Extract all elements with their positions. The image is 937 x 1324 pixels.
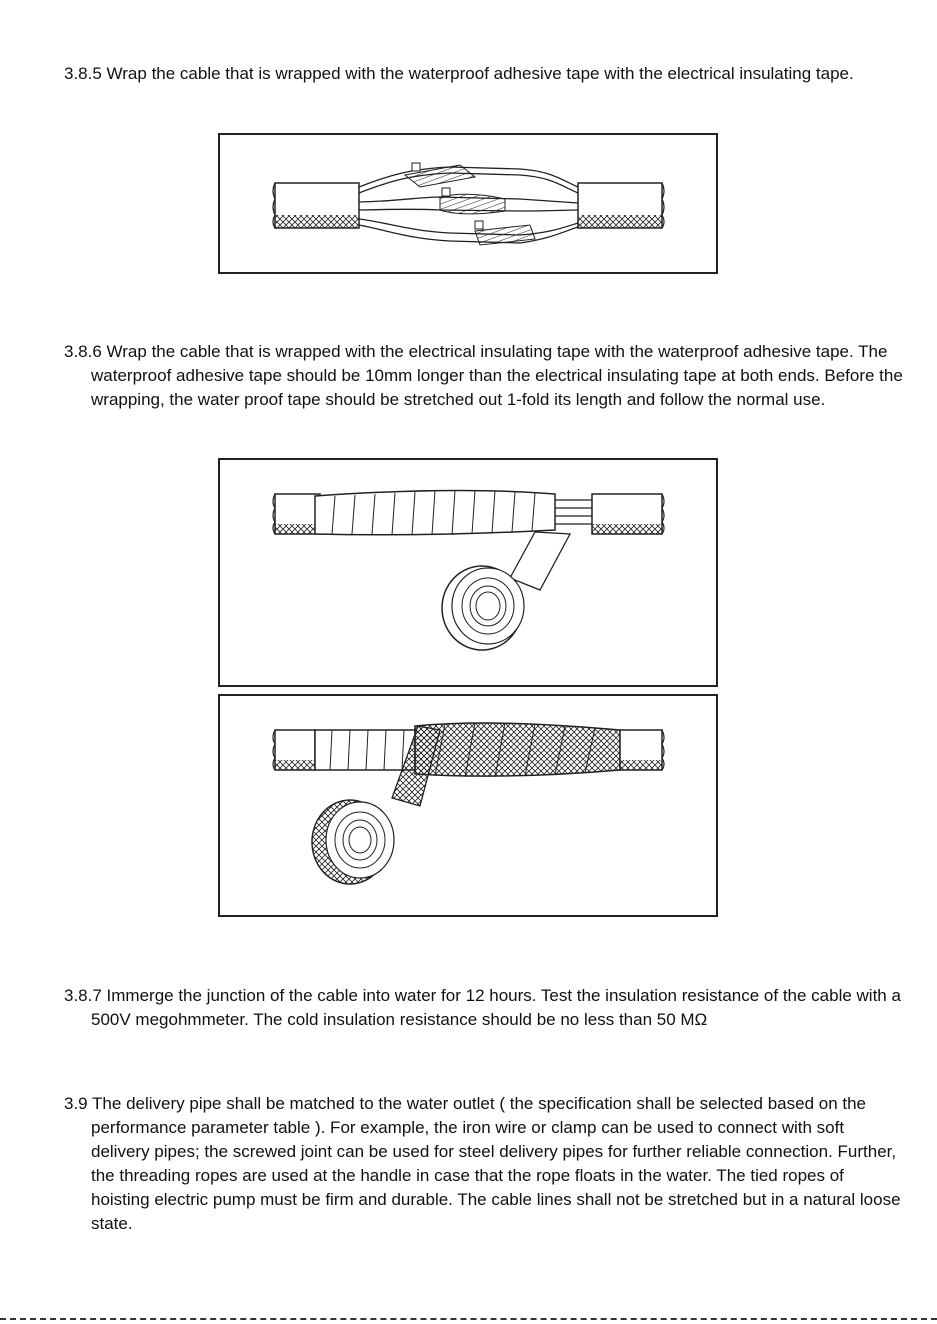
section-3-8-6-text: 3.8.6 Wrap the cable that is wrapped with the electrical insulating tape with the waterproof adhesive tape. The waterproof adhesive tape should be 10mm longer than the electrical insulating tape at both ends. Before the wrapping, the water proof tape should be stretched out 1-fold its length and follow the normal use.	[64, 342, 903, 409]
section-3-8-5-text: 3.8.5 Wrap the cable that is wrapped with the waterproof adhesive tape with the electrical insulating tape.	[64, 64, 854, 83]
page-bottom-border	[0, 1318, 937, 1320]
figure-insulating-tape-roll	[218, 458, 718, 687]
figure-cable-splice-insulating-tape	[218, 133, 718, 274]
figure-waterproof-tape-roll	[218, 694, 718, 917]
section-3-9-text: 3.9 The delivery pipe shall be matched to the water outlet ( the specification shall be selected based on the performance parameter table ). For example, the iron wire or clamp can be used to connect with soft delivery pipes; the screwed joint can be used for steel delivery pipes for further reliable connection. Further, the threading ropes are used at the handle in case that the rope floats in the water. The tied ropes of hoisting electric pump must be firm and durable. The cable lines shall not be stretched but in a natural loose state.	[64, 1094, 901, 1233]
section-3-8-7-text: 3.8.7 Immerge the junction of the cable into water for 12 hours. Test the insulation resistance of the cable with a 500V megohmmeter. The cold insulation resistance should be no less than 50 MΩ	[64, 986, 901, 1029]
